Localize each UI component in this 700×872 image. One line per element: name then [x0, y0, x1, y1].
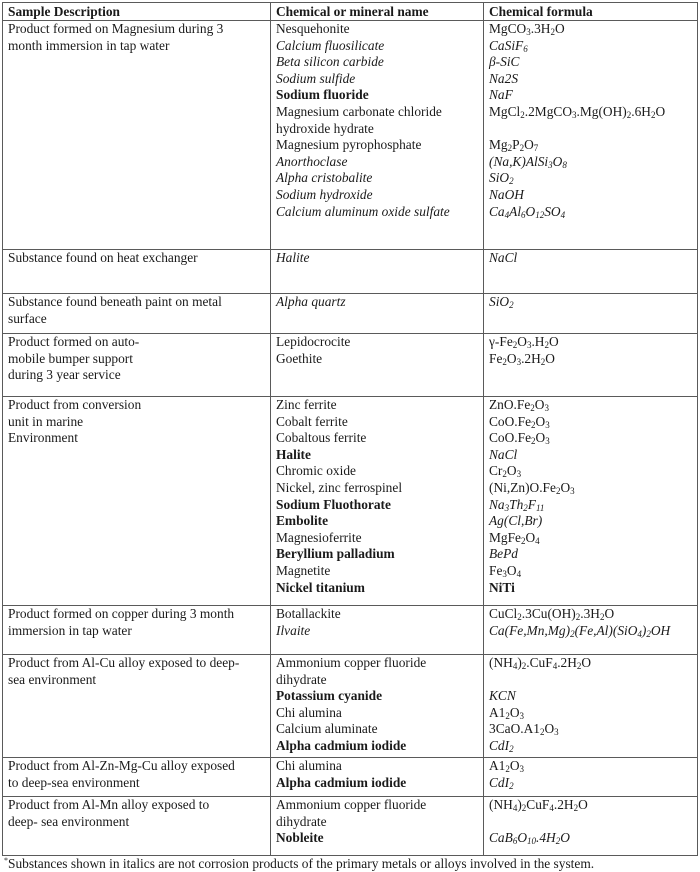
chemical-name: Magnesium pyrophosphate	[276, 137, 422, 153]
chemical-formula-cell	[484, 334, 698, 397]
formula-part: O	[534, 397, 545, 412]
sample-description-line: deep- sea environment	[8, 813, 130, 829]
chemical-name: Nobleite	[276, 830, 324, 846]
sample-description-line: Substance found beneath paint on metal	[8, 294, 222, 309]
chemical-name: Zinc ferrite	[276, 397, 337, 412]
formula-subscript: 2	[509, 780, 514, 791]
formula-part: MgFe	[489, 529, 521, 545]
chemical-name: Halite	[276, 250, 310, 265]
formula-part: Fe	[489, 562, 503, 578]
chemical-name-cell	[271, 294, 484, 334]
footnote	[4, 856, 594, 872]
formula-subscript: 3	[545, 419, 550, 430]
formula-subscript: 2	[509, 743, 514, 754]
formula-part: CaB	[489, 830, 513, 846]
formula-part: O	[554, 21, 565, 36]
chemical-name: Nickel titanium	[276, 579, 365, 595]
chemical-formula	[489, 463, 692, 480]
chemical-name-cell	[271, 397, 484, 606]
chemical-formula-cell	[484, 294, 698, 334]
formula-part: O	[560, 830, 570, 846]
formula-part: NaF	[489, 87, 513, 103]
formula-part: CdI	[489, 774, 510, 790]
sample-description-line: Product formed on auto-	[8, 334, 140, 349]
formula-subscript: 2	[555, 836, 561, 847]
sample-description-line: Product from Al-Mn alloy exposed to	[8, 797, 210, 812]
chemical-name: Goethite	[276, 350, 323, 366]
formula-part: CaSiF	[489, 37, 524, 53]
sample-description-line: Product formed on copper during 3 month	[8, 606, 235, 621]
formula-subscript: 2	[507, 143, 513, 154]
chemical-name: Alpha quartz	[276, 294, 346, 309]
table-row	[3, 334, 698, 397]
formula-subscript: 6	[523, 43, 528, 54]
formula-part: (Na,K)AlSi	[489, 153, 549, 169]
chemical-name-continued: hydroxide hydrate	[276, 120, 374, 136]
chemical-formula	[489, 721, 692, 738]
chemical-formula	[489, 606, 692, 623]
sample-description-line: Substance found on heat exchanger	[8, 250, 198, 265]
formula-part: CoO.Fe	[489, 430, 532, 446]
chemical-formula	[489, 38, 692, 55]
chemical-formula-cell	[484, 397, 698, 606]
formula-subscript: 11	[535, 502, 545, 513]
chemical-name: Botallackite	[276, 606, 341, 621]
chemical-formula-cell	[484, 250, 698, 294]
formula-part: 3CaO.A1	[489, 721, 540, 737]
formula-subscript: 2	[523, 502, 528, 513]
formula-part: .Mg(OH)	[576, 103, 627, 119]
chemical-formula-cell	[484, 21, 698, 250]
chemical-formula	[489, 250, 692, 267]
formula-subscript: 2	[555, 485, 561, 496]
table-row	[3, 250, 698, 294]
chemical-name: Sodium hydroxide	[276, 186, 373, 202]
header-sample-description: Sample Description	[3, 3, 271, 21]
formula-part: .CuF	[526, 655, 553, 670]
chemical-formula	[489, 21, 692, 38]
formula-subscript: 2	[575, 612, 581, 622]
chemical-formula	[489, 187, 692, 204]
formula-part: )	[641, 622, 647, 638]
formula-part: Cr	[489, 463, 503, 479]
formula-subscript: 2	[650, 109, 656, 120]
chemical-name: Sodium sulfide	[276, 70, 356, 86]
formula-part: F	[527, 496, 536, 512]
footnote-text: Substances shown in italics are not corrosion products of the primary metals or alloys involved in the system.	[8, 856, 595, 871]
chemical-name: Beryllium palladium	[276, 546, 395, 562]
formula-subscript: 3	[526, 340, 532, 350]
formula-subscript: 2	[531, 419, 536, 430]
sample-description-line: to deep-sea environment	[8, 774, 140, 790]
chemical-formula-cell	[484, 758, 698, 797]
formula-part: NaCl	[489, 250, 518, 265]
formula-part: O	[517, 830, 527, 846]
formula-part: .2H	[557, 655, 577, 670]
formula-subscript: 2	[530, 403, 535, 413]
chemical-formula	[489, 830, 692, 847]
chemical-formula	[489, 430, 692, 447]
formula-subscript: 2	[505, 764, 510, 774]
formula-subscript: 2	[509, 300, 514, 310]
chemical-formula	[489, 497, 692, 514]
chemical-name: Embolite	[276, 513, 329, 529]
formula-part: P	[512, 137, 520, 153]
formula-part: Mg	[489, 137, 508, 153]
chemical-name: Magnesium carbonate chloride	[276, 103, 442, 119]
formula-part: (NH	[489, 655, 513, 670]
formula-part: A1	[489, 758, 506, 773]
formula-subscript: 2	[570, 628, 575, 639]
chemical-formula	[489, 334, 692, 351]
header-chemical-name: Chemical or mineral name	[271, 3, 484, 21]
chemical-name: Alpha cadmium iodide	[276, 737, 407, 753]
chemical-formula	[489, 738, 692, 755]
chemical-name-cell	[271, 606, 484, 655]
sample-description-line: Product formed on Magnesium during 3	[8, 21, 224, 36]
chemical-name-continued: dihydrate	[276, 813, 327, 829]
formula-subscript: 2	[531, 436, 536, 447]
formula-subscript: 3	[516, 356, 522, 367]
formula-part: γ-Fe	[489, 334, 513, 349]
sample-description-line: surface	[8, 310, 47, 326]
formula-part: NaCl	[489, 446, 518, 462]
formula-subscript: 2	[540, 356, 546, 367]
chemical-name: Halite	[276, 446, 311, 462]
chemical-formula	[489, 546, 692, 563]
sample-description-line: Product from Al-Zn-Mg-Cu alloy exposed	[8, 758, 235, 773]
chemical-formula	[489, 137, 692, 154]
table-row	[3, 655, 698, 758]
sample-description-cell	[3, 797, 271, 856]
chemical-formula	[489, 563, 692, 580]
formula-part: O	[548, 334, 559, 349]
formula-part: O	[509, 704, 520, 720]
formula-part: CuF	[526, 797, 550, 812]
chemical-formula	[489, 54, 692, 71]
footnote-marker: *	[4, 856, 8, 865]
formula-part: O	[525, 203, 536, 219]
formula-subscript: 2	[502, 356, 507, 367]
sample-description-line: Product from conversion	[8, 397, 142, 412]
formula-part: O	[506, 562, 517, 578]
formula-part: Al	[509, 203, 522, 219]
formula-subscript: 3	[548, 159, 553, 170]
chemical-formula	[489, 580, 692, 597]
formula-part: (NH	[489, 797, 513, 812]
formula-part: O	[560, 479, 571, 495]
chemical-name: Magnesioferrite	[276, 529, 362, 545]
formula-subscript: 2	[502, 469, 507, 480]
chemical-formula	[489, 623, 692, 640]
formula-part: O	[517, 334, 527, 349]
formula-part: MgCl	[489, 103, 521, 119]
formula-part: .3H	[580, 606, 600, 621]
formula-part: ZnO.Fe	[489, 397, 531, 412]
formula-part: O	[535, 430, 546, 446]
formula-subscript: 7	[533, 143, 539, 154]
formula-subscript: 2	[520, 109, 525, 120]
formula-subscript: 3	[544, 403, 549, 413]
formula-part: .4H	[535, 830, 556, 846]
formula-part: O	[544, 721, 555, 737]
formula-subscript: 2	[626, 109, 632, 120]
formula-subscript: 6	[521, 209, 526, 220]
formula-part: O	[524, 137, 534, 153]
chemical-name-cell	[271, 334, 484, 397]
table-row	[3, 21, 698, 250]
formula-subscript: 4	[512, 803, 518, 813]
chemical-name-cell	[271, 655, 484, 758]
formula-part: SiO	[489, 170, 510, 186]
chemical-formula	[489, 513, 692, 530]
formula-subscript: 3	[516, 469, 522, 480]
formula-subscript: 3	[570, 485, 575, 496]
formula-part: NaOH	[489, 186, 524, 202]
formula-spacer	[489, 814, 692, 831]
formula-subscript: 3	[572, 109, 577, 120]
chemical-name: Sodium Fluothorate	[276, 496, 391, 512]
header-chemical-formula: Chemical formula	[484, 3, 698, 21]
formula-part: A1	[489, 704, 506, 720]
formula-subscript: 3	[526, 27, 531, 37]
formula-subscript: 2	[573, 803, 579, 813]
sample-description-line: Environment	[8, 430, 78, 446]
chemical-formula	[489, 87, 692, 104]
chemical-name-cell	[271, 797, 484, 856]
chemical-formula-cell	[484, 606, 698, 655]
formula-subscript: 2	[599, 612, 605, 622]
chemical-formula	[489, 104, 692, 121]
formula-subscript: 2	[521, 661, 527, 671]
formula-part: CoO.Fe	[489, 413, 532, 429]
chemical-name: Nickel, zinc ferrospinel	[276, 479, 403, 495]
chemical-name: Alpha cristobalite	[276, 170, 373, 186]
chemical-formula	[489, 705, 692, 722]
chemical-formula	[489, 530, 692, 547]
chemical-name: Chi alumina	[276, 704, 342, 720]
chemical-name-cell	[271, 21, 484, 250]
formula-part: O	[525, 529, 536, 545]
formula-subscript: 2	[550, 27, 555, 37]
chemical-formula	[489, 758, 692, 775]
formula-spacer	[489, 121, 692, 138]
table-row	[3, 294, 698, 334]
formula-part: (Fe,Al)(SiO	[574, 622, 638, 638]
formula-part: )	[517, 797, 522, 812]
formula-subscript: 3	[554, 727, 559, 738]
formula-subscript: 8	[562, 159, 567, 170]
chemical-formula	[489, 170, 692, 187]
formula-part: Ag(Cl,Br)	[489, 513, 543, 529]
formula-subscript: 2	[512, 340, 518, 350]
chemical-name-cell	[271, 250, 484, 294]
formula-part: MgCO	[489, 21, 527, 36]
formula-part: .3Cu(OH)	[521, 606, 576, 621]
chemical-formula	[489, 775, 692, 792]
formula-part: O	[506, 350, 517, 366]
chemical-formula	[489, 351, 692, 368]
chemical-name: Calcium aluminum oxide sulfate	[276, 203, 450, 219]
formula-part: CuCl	[489, 606, 518, 621]
table-row	[3, 758, 698, 797]
formula-part: O	[604, 606, 615, 621]
formula-subscript: 4	[535, 535, 540, 546]
formula-subscript: 3	[519, 764, 525, 774]
chemical-name: Alpha cadmium iodide	[276, 774, 407, 790]
formula-subscript: 2	[539, 727, 545, 738]
formula-part: O	[581, 655, 592, 670]
formula-spacer	[489, 672, 692, 689]
formula-subscript: 3	[519, 710, 525, 721]
chemical-name: Calcium aluminate	[276, 721, 378, 737]
formula-part: BePd	[489, 546, 518, 562]
chemical-formula	[489, 294, 692, 311]
formula-subscript: 3	[502, 568, 507, 579]
chemical-formula	[489, 688, 692, 705]
formula-subscript: 4	[504, 209, 510, 220]
sample-description-line: month immersion in tap water	[8, 37, 170, 53]
formula-subscript: 2	[544, 340, 549, 350]
formula-part: .H	[531, 334, 545, 349]
sample-description-cell	[3, 397, 271, 606]
formula-subscript: 2	[521, 803, 527, 813]
formula-part: .2H	[553, 797, 574, 812]
formula-part: O	[535, 413, 546, 429]
formula-part: SO	[544, 203, 561, 219]
formula-part: β-SiC	[489, 54, 520, 70]
chemical-formula	[489, 397, 692, 414]
formula-part: O	[552, 153, 563, 169]
formula-part: .3H	[530, 21, 551, 36]
formula-subscript: 3	[545, 436, 550, 447]
formula-part: O	[506, 463, 517, 479]
formula-subscript: 2	[517, 612, 522, 622]
chemical-name: Ammonium copper fluoride	[276, 797, 427, 812]
formula-subscript: 12	[535, 209, 545, 220]
chemical-name: Cobalt ferrite	[276, 413, 348, 429]
formula-subscript: 2	[576, 661, 582, 671]
chemical-name: Sodium fluoride	[276, 87, 369, 103]
sample-description-line: during 3 year service	[8, 367, 121, 383]
formula-subscript: 3	[504, 502, 510, 513]
chemical-formula	[489, 797, 692, 814]
formula-subscript: 4	[512, 661, 518, 671]
formula-part: SiO	[489, 294, 510, 309]
formula-part: Fe	[489, 350, 503, 366]
chemical-name: Nesquehonite	[276, 21, 350, 36]
formula-subscript: 2	[509, 176, 514, 187]
chemical-formula	[489, 154, 692, 171]
formula-part: (Ni,Zn)O.Fe	[489, 479, 556, 495]
formula-part: )	[517, 655, 522, 670]
chemical-name-cell	[271, 758, 484, 797]
chemical-name: Ilvaite	[276, 622, 311, 638]
formula-part: O	[545, 350, 555, 366]
chemical-formula-cell	[484, 797, 698, 856]
formula-subscript: 4	[549, 803, 554, 813]
table-row	[3, 797, 698, 856]
sample-description-cell	[3, 334, 271, 397]
chemical-formula	[489, 480, 692, 497]
formula-part: Ca	[489, 203, 505, 219]
chemical-name: Ammonium copper fluoride	[276, 655, 427, 670]
chemical-name: Anorthoclase	[276, 153, 348, 169]
formula-subscript: 2	[646, 628, 651, 639]
formula-part: Na	[489, 496, 505, 512]
table-row	[3, 606, 698, 655]
sample-description-line: Product from Al-Cu alloy exposed to deep-	[8, 655, 240, 670]
chemical-formula	[489, 414, 692, 431]
sample-description-cell	[3, 758, 271, 797]
formula-part: Ca(Fe,Mn,Mg)	[489, 622, 571, 638]
sample-description-cell	[3, 294, 271, 334]
formula-part: OH	[650, 622, 671, 638]
sample-description-line: unit in marine	[8, 413, 84, 429]
formula-part: O	[655, 103, 666, 119]
chemical-name: Calcium fluosilicate	[276, 37, 385, 53]
chemical-name: Magnetite	[276, 562, 331, 578]
chemical-name: Potassium cyanide	[276, 688, 383, 704]
sample-description-line: immersion in tap water	[8, 622, 132, 638]
chemical-formula-cell	[484, 655, 698, 758]
sample-description-cell	[3, 655, 271, 758]
chemical-formula	[489, 655, 692, 672]
chemical-name: Beta silicon carbide	[276, 54, 384, 70]
formula-part: .6H	[631, 103, 651, 119]
chemical-name: Cobaltous ferrite	[276, 430, 367, 446]
formula-subscript: 6	[512, 836, 518, 847]
chemical-name: Chi alumina	[276, 758, 342, 773]
table-header-row	[3, 3, 698, 21]
sample-description-line: sea environment	[8, 671, 97, 687]
chemical-name: Chromic oxide	[276, 463, 356, 479]
formula-subscript: 4	[637, 628, 642, 639]
formula-part: Th	[509, 496, 524, 512]
chemical-formula	[489, 71, 692, 88]
formula-subscript: 10	[526, 836, 536, 847]
formula-part: .2MgCO	[524, 103, 573, 119]
chemical-formula	[489, 447, 692, 464]
sample-description-cell	[3, 21, 271, 250]
sample-description-cell	[3, 250, 271, 294]
formula-part: .2H	[521, 350, 541, 366]
chemical-formula	[489, 204, 692, 221]
chemical-name: Lepidocrocite	[276, 334, 351, 349]
formula-subscript: 4	[560, 209, 566, 220]
formula-part: CdI	[489, 737, 510, 753]
formula-subscript: 2	[519, 143, 525, 154]
sample-description-cell	[3, 606, 271, 655]
chemical-name-continued: dihydrate	[276, 671, 327, 687]
formula-part: O	[578, 797, 588, 812]
formula-subscript: 4	[552, 661, 558, 671]
formula-part: KCN	[489, 688, 516, 704]
formula-part: NiTi	[489, 579, 515, 595]
formula-subscript: 4	[516, 568, 522, 579]
formula-subscript: 2	[521, 535, 526, 546]
corrosion-products-table	[2, 2, 698, 856]
formula-part: Na2S	[489, 70, 519, 86]
table-row	[3, 397, 698, 606]
sample-description-line: mobile bumper support	[8, 350, 133, 366]
formula-part: O	[509, 758, 520, 773]
formula-subscript: 2	[505, 710, 510, 721]
